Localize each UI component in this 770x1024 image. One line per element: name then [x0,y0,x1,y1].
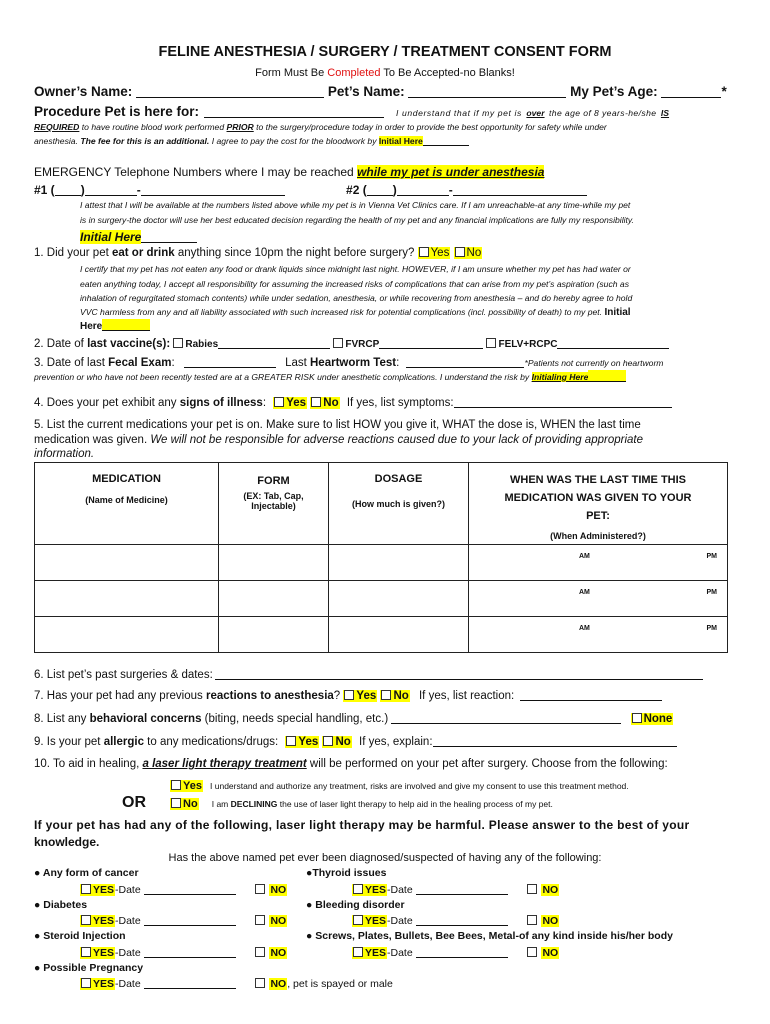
diabetes-answer: YES-Date NO [80,914,287,927]
reaction-field[interactable] [520,689,662,701]
fecal-date-field[interactable] [184,356,276,368]
bloodwork-initial-field[interactable] [423,134,469,146]
diagnosed-line: Has the above named pet ever been diagnosed/suspected of having any of the following: [168,852,602,864]
q1-cert-1: I certify that my pet has not eaten any food or drank liquids since midnight last night. HOWEVER, if I am unsure whether my pet has had water or [80,264,631,274]
q1-initial-field[interactable] [102,319,150,331]
symptoms-field[interactable] [454,396,672,408]
heartworm-date-field[interactable] [406,356,524,368]
initial-here-bloodwork: Initial Here [378,136,423,146]
pregnancy-yes-checkbox[interactable] [81,978,91,988]
owner-name-row: Owner’s Name: Pet’s Name: My Pet’s Age: * [34,84,727,99]
table-row [35,617,728,653]
medication-cell[interactable] [35,617,219,653]
condition-steroid: ● Steroid Injection [34,930,126,942]
pet-name-field[interactable] [408,86,566,98]
q7-no-checkbox[interactable] [381,690,391,700]
form-cell[interactable] [219,581,329,617]
cancer-date-field[interactable] [144,883,236,895]
form-title: FELINE ANESTHESIA / SURGERY / TREATMENT CONSENT FORM [158,44,612,60]
bleeding-no-checkbox[interactable] [527,915,537,925]
steroid-answer: YES-Date NO [80,946,287,959]
laser-no-checkbox[interactable] [171,798,181,808]
phone1-line-field[interactable] [141,184,285,196]
steroid-yes-checkbox[interactable] [81,947,91,957]
phone1-prefix-field[interactable] [85,184,137,196]
fvrcp-date-field[interactable] [379,337,483,349]
q1-no-checkbox[interactable] [455,247,465,257]
question-4: 4. Does your pet exhibit any signs of illness: Yes No If yes, list symptoms: [34,396,672,409]
q1-cert-3: inhalation of regurgitated stomach contents) while under sedation, anesthesia, or while recovering from anesthesia – and do hereby agree to hold [80,293,633,303]
procedure-label: Procedure Pet is here for: [34,104,200,119]
q9-no-checkbox[interactable] [323,736,333,746]
condition-diabetes: ● Diabetes [34,899,88,911]
harmful-line-1: If your pet has had any of the following, laser light therapy may be harmful. Please answer to the best of your [34,818,690,832]
form-cell[interactable] [219,617,329,653]
diabetes-date-field[interactable] [144,914,236,926]
medication-table [34,462,728,653]
fvrcp-checkbox[interactable] [333,338,343,348]
metal-answer: YES-Date NO [352,946,559,959]
dosage-header: DOSAGE (How much is given?) [329,463,469,545]
past-surgeries-field[interactable] [215,668,703,680]
question-3: 3. Date of last Fecal Exam: Last Heartworm Test: *Patients not currently on heartworm [34,357,664,369]
condition-metal: ● Screws, Plates, Bullets, Bee Bees, Metal-of any kind inside his/her body [306,930,673,942]
laser-yes-row: Yes I understand and authorize any treatment, risks are involved and give my consent to use this treatment method. [170,780,629,792]
rabies-date-field[interactable] [218,337,330,349]
phone2-line-field[interactable] [453,184,587,196]
phone2-prefix-field[interactable] [397,184,449,196]
table-row [35,545,728,581]
dosage-cell[interactable] [329,581,469,617]
steroid-date-field[interactable] [144,946,236,958]
metal-yes-checkbox[interactable] [353,947,363,957]
diabetes-no-checkbox[interactable] [255,915,265,925]
attest-line-1: I attest that I will be available at the numbers listed above while my pet is in Vienna Vet Clinics care. If I am unreachable-at any time-while my pet [80,200,631,210]
question-7: 7. Has your pet had any previous reactions to anesthesia? Yes No If yes, list reaction: [34,689,662,702]
q7-yes-checkbox[interactable] [344,690,354,700]
phone2-area-field[interactable] [367,184,393,196]
attest-line-2: is in surgery-the doctor will use her best educated decision regarding the health of my pet and any financial implications are fully my responsibility. [80,215,634,225]
pregnancy-date-field[interactable] [144,977,236,989]
allergy-field[interactable] [433,735,677,747]
medication-cell[interactable] [35,581,219,617]
bleeding-answer: YES-Date NO [352,914,559,927]
owner-name-label: Owner’s Name: [34,84,133,99]
condition-thyroid: ●Thyroid issues [306,867,387,879]
q5-line-3: information. [34,448,95,460]
cancer-answer: YES-Date NO [80,883,287,896]
procedure-row: Procedure Pet is here for: I understand that if my pet is over the age of 8 years-he/she IS [34,104,670,119]
pet-age-label: My Pet’s Age: [570,84,658,99]
question-6: 6. List pet’s past surgeries & dates: [34,668,703,681]
when-cell[interactable]: AM PM [469,545,728,581]
form-subtitle: Form Must Be Completed To Be Accepted-no Blanks! [255,67,515,79]
emergency-numbers: #1 ( ) - #2 ( ) - [34,183,587,197]
q1-cert-2: eaten anything today, I accept all responsibility for assuming the increased risks of complications that can arise from my pet’s aspiration (such as [80,279,629,289]
cancer-no-checkbox[interactable] [255,884,265,894]
pet-name-label: Pet’s Name: [327,84,405,99]
medication-header: MEDICATION (Name of Medicine) [35,463,219,545]
pregnancy-no-checkbox[interactable] [255,978,265,988]
behavior-field[interactable] [391,712,621,724]
pet-age-field[interactable] [661,86,721,98]
procedure-field[interactable] [204,106,384,118]
cancer-yes-checkbox[interactable] [81,884,91,894]
condition-cancer: ● Any form of cancer [34,867,139,879]
table-header-row [35,463,728,545]
bleeding-date-field[interactable] [416,914,508,926]
q3-initial-field[interactable] [588,370,626,382]
metal-no-checkbox[interactable] [527,947,537,957]
q1-cert-4: VVC harmless from any and all liability associated with such increased risk for potential complications (incl. possibility of death) to my pet. Initial [80,307,631,318]
emergency-label: EMERGENCY Telephone Numbers where I may be reached while my pet is under anesthesia [34,165,545,179]
q4-no-checkbox[interactable] [311,397,321,407]
question-10: 10. To aid in healing, a laser light therapy treatment will be performed on your pet after surgery. Choose from the following: [34,758,668,770]
q3-note: prevention or who have not been recently tested are at a GREATER RISK under anesthetic complications. I understand the risk by Initialing Here [34,370,626,385]
question-8: 8. List any behavioral concerns (biting, needs special handling, etc.) None [34,713,673,725]
q5-line-2: medication was given. We will not be responsible for adverse reactions caused due to your lack of providing appropriate [34,434,643,446]
bloodwork-line-3: anesthesia. The fee for this is an additional. I agree to pay the cost for the bloodwork by Initial Here [34,134,469,149]
condition-pregnancy: ● Possible Pregnancy [34,962,144,974]
table-row [35,581,728,617]
question-1: 1. Did your pet eat or drink anything since 10pm the night before surgery? Yes No [34,247,482,259]
thyroid-answer: YES-Date NO [352,883,559,896]
felv-date-field[interactable] [557,337,669,349]
when-header: WHEN WAS THE LAST TIME THIS MEDICATION WAS GIVEN TO YOUR PET: (When Administered?) [469,463,728,545]
harmful-line-2: knowledge. [34,835,100,849]
metal-date-field[interactable] [416,946,508,958]
q1-yes-checkbox[interactable] [419,247,429,257]
laser-yes-checkbox[interactable] [171,780,181,790]
q4-yes-checkbox[interactable] [274,397,284,407]
when-cell[interactable]: AM PM [469,581,728,617]
q9-yes-checkbox[interactable] [286,736,296,746]
felv-checkbox[interactable] [486,338,496,348]
owner-name-field[interactable] [136,86,324,98]
medication-cell[interactable] [35,545,219,581]
diabetes-yes-checkbox[interactable] [81,915,91,925]
steroid-no-checkbox[interactable] [255,947,265,957]
q5-line-1: 5. List the current medications your pet is on. Make sure to list HOW you give it, WHAT the dose is, WHEN the last time [34,419,641,431]
dosage-cell[interactable] [329,545,469,581]
condition-bleeding: ● Bleeding disorder [306,899,405,911]
dosage-cell[interactable] [329,617,469,653]
when-cell[interactable]: AM PM [469,617,728,653]
bleeding-yes-checkbox[interactable] [353,915,363,925]
question-9: 9. Is your pet allergic to any medications/drugs: Yes No If yes, explain: [34,735,677,748]
attest-initial-field[interactable] [141,231,197,243]
phone1-area-field[interactable] [55,184,81,196]
q1-initial: Here [80,319,150,332]
thyroid-yes-checkbox[interactable] [353,884,363,894]
thyroid-no-checkbox[interactable] [527,884,537,894]
or-label: OR [122,794,146,811]
laser-no-row: No I am DECLINING the use of laser light therapy to help aid in the healing process of my pet. [170,798,553,810]
bloodwork-line-2: REQUIRED to have routine blood work performed PRIOR to the surgery/procedure today in order to provide the best opportunity for safety while under [34,122,607,132]
attest-initial: Initial Here [80,230,197,244]
question-2: 2. Date of last vaccine(s): Rabies FVRCP FELV+RCPC [34,337,669,350]
pregnancy-answer: YES-Date NO, pet is spayed or male [80,977,393,990]
rabies-checkbox[interactable] [173,338,183,348]
thyroid-date-field[interactable] [416,883,508,895]
q8-none-checkbox[interactable] [632,713,642,723]
form-header: FORM (EX: Tab, Cap, Injectable) [219,463,329,545]
form-cell[interactable] [219,545,329,581]
